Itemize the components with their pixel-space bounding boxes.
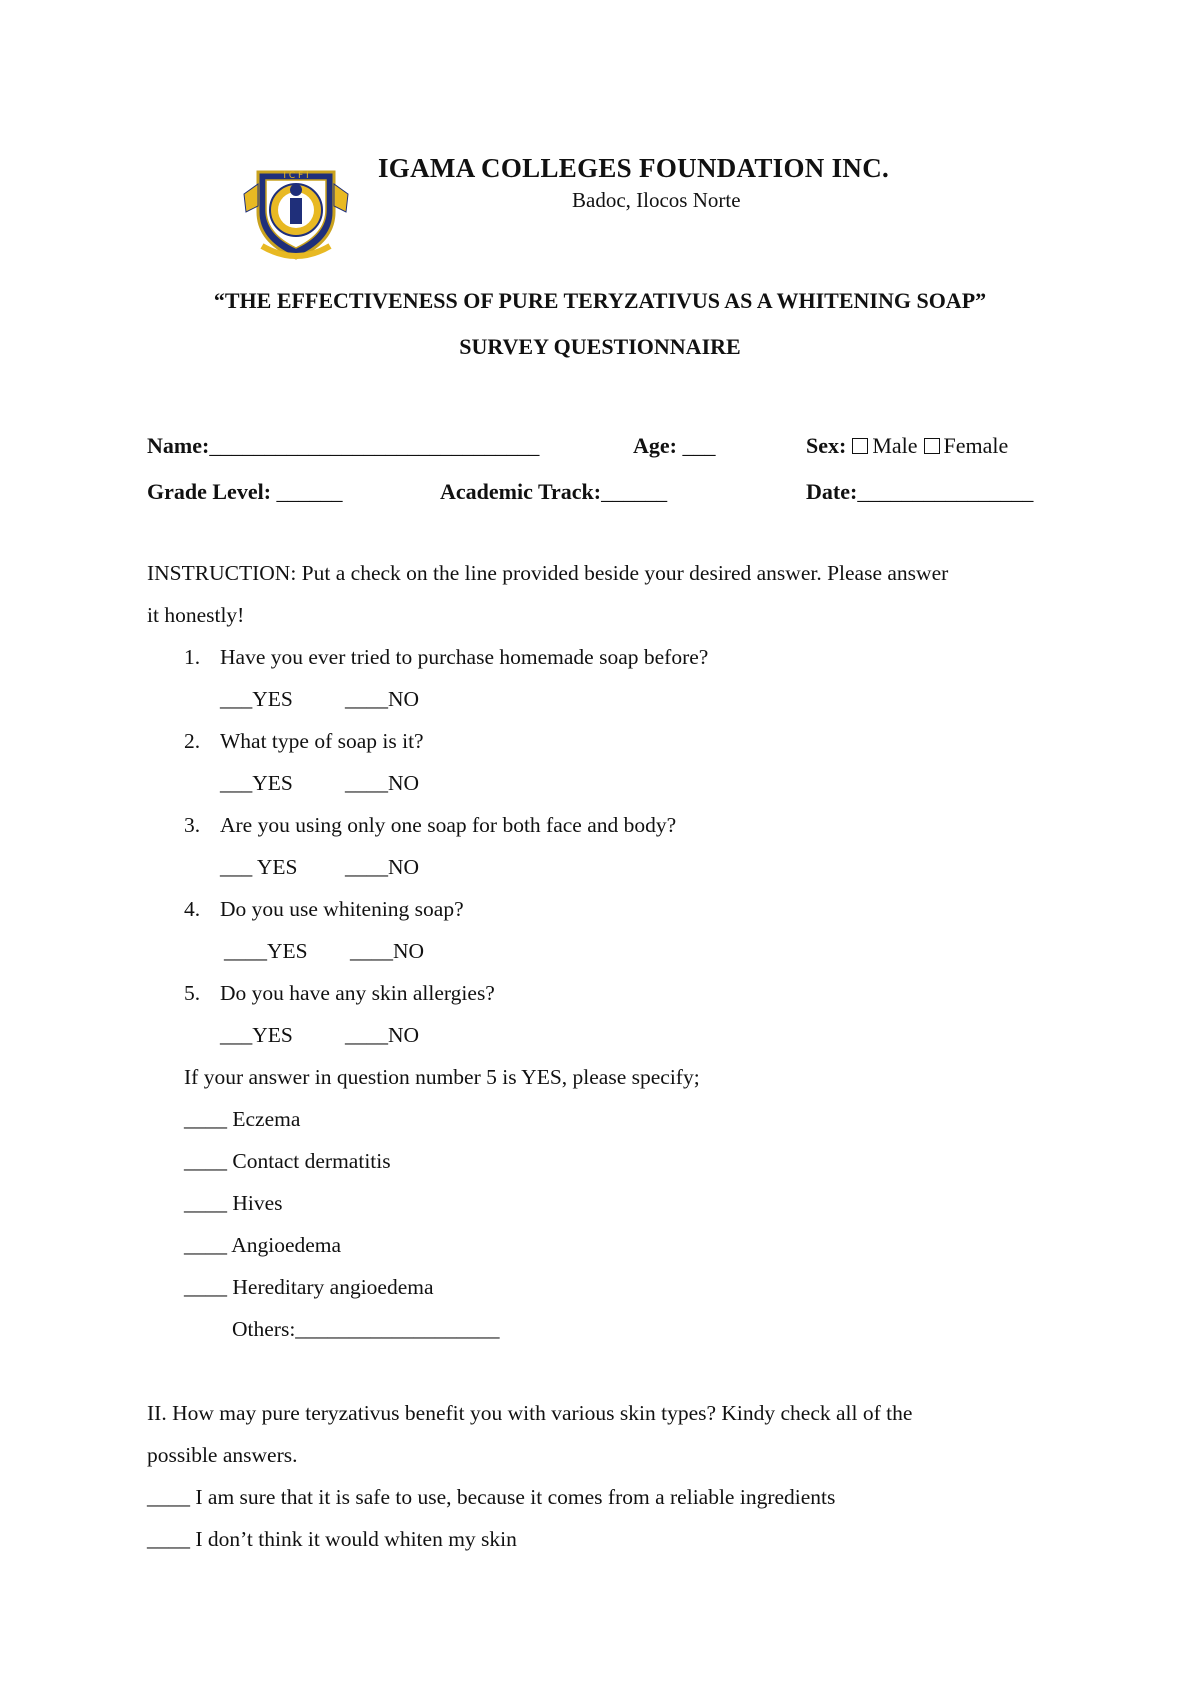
academic-track-label: Academic Track: (440, 479, 602, 504)
allergy-option-hives[interactable]: ____ Hives (184, 1191, 283, 1215)
section-2-option-safe[interactable]: ____ I am sure that it is safe to use, because it comes from a reliable ingredients (147, 1485, 836, 1509)
sex-label: Sex: (806, 433, 847, 458)
age-field[interactable] (633, 433, 715, 459)
grade-level-label: Grade Level: (147, 479, 272, 504)
academic-track-field[interactable] (440, 479, 667, 505)
section-2-question-line-2: possible answers. (147, 1443, 298, 1467)
question-number: 4. (184, 897, 201, 921)
question-4-no-option[interactable]: ____NO (350, 939, 425, 963)
grade-level-field[interactable] (147, 479, 343, 505)
instruction-line-2: it honestly! (147, 603, 245, 627)
date-label: Date: (806, 479, 858, 504)
question-3-text: Are you using only one soap for both face and body? (220, 813, 677, 837)
question-number: 5. (184, 981, 201, 1005)
question-2-yes-option[interactable]: ___YES (220, 771, 293, 795)
instruction-line-1: INSTRUCTION: Put a check on the line provided beside your desired answer. Please answer (147, 561, 949, 585)
male-label: Male (872, 433, 918, 458)
name-blank[interactable]: ______________________________ (209, 433, 540, 458)
question-4-text: Do you use whitening soap? (220, 897, 464, 921)
allergy-others-field[interactable]: Others:___________________ (232, 1317, 500, 1341)
question-number: 3. (184, 813, 201, 837)
sex-field (806, 433, 1008, 459)
question-2-no-option[interactable]: ____NO (345, 771, 420, 795)
question-1-no-option[interactable]: ____NO (345, 687, 420, 711)
allergy-option-eczema[interactable]: ____ Eczema (184, 1107, 301, 1131)
seal-letters: I C F I (283, 171, 309, 181)
question-4-yes-option[interactable]: ____YES (224, 939, 308, 963)
institution-address: Badoc, Ilocos Norte (572, 188, 741, 212)
name-field[interactable] (147, 433, 539, 459)
date-field[interactable] (806, 479, 1033, 505)
academic-track-blank[interactable]: ______ (601, 479, 668, 504)
name-label: Name: (147, 433, 210, 458)
question-5-text: Do you have any skin allergies? (220, 981, 495, 1005)
section-2-question-line-1: II. How may pure teryzativus benefit you with various skin types? Kindy check all of the (147, 1401, 913, 1425)
survey-subtitle: SURVEY QUESTIONNAIRE (459, 334, 741, 359)
college-seal-logo (240, 150, 352, 262)
question-5-yes-option[interactable]: ___YES (220, 1023, 293, 1047)
allergy-option-hereditary-angioedema[interactable]: ____ Hereditary angioedema (184, 1275, 434, 1299)
age-label: Age: (633, 433, 677, 458)
question-number: 1. (184, 645, 201, 669)
allergy-option-contact-dermatitis[interactable]: ____ Contact dermatitis (184, 1149, 391, 1173)
question-number: 2. (184, 729, 201, 753)
female-checkbox[interactable] (924, 438, 940, 454)
question-1-yes-option[interactable]: ___YES (220, 687, 293, 711)
survey-title: “THE EFFECTIVENESS OF PURE TERYZATIVUS AS A WHITENING SOAP” (213, 288, 987, 313)
allergy-option-angioedema[interactable]: ____ Angioedema (184, 1233, 342, 1257)
question-2-text: What type of soap is it? (220, 729, 424, 753)
question-5-no-option[interactable]: ____NO (345, 1023, 420, 1047)
question-3-no-option[interactable]: ____NO (345, 855, 420, 879)
question-1-text: Have you ever tried to purchase homemade soap before? (220, 645, 709, 669)
age-blank[interactable]: ___ (682, 433, 716, 458)
grade-level-blank[interactable]: ______ (276, 479, 343, 504)
male-checkbox[interactable] (852, 438, 868, 454)
question-3-yes-option[interactable]: ___ YES (220, 855, 298, 879)
institution-name: IGAMA COLLEGES FOUNDATION INC. (378, 153, 890, 183)
date-blank[interactable]: ________________ (857, 479, 1034, 504)
section-2-option-not-whiten[interactable]: ____ I don’t think it would whiten my skin (147, 1527, 517, 1551)
female-label: Female (943, 433, 1009, 458)
specify-prompt: If your answer in question number 5 is YES, please specify; (184, 1065, 700, 1089)
